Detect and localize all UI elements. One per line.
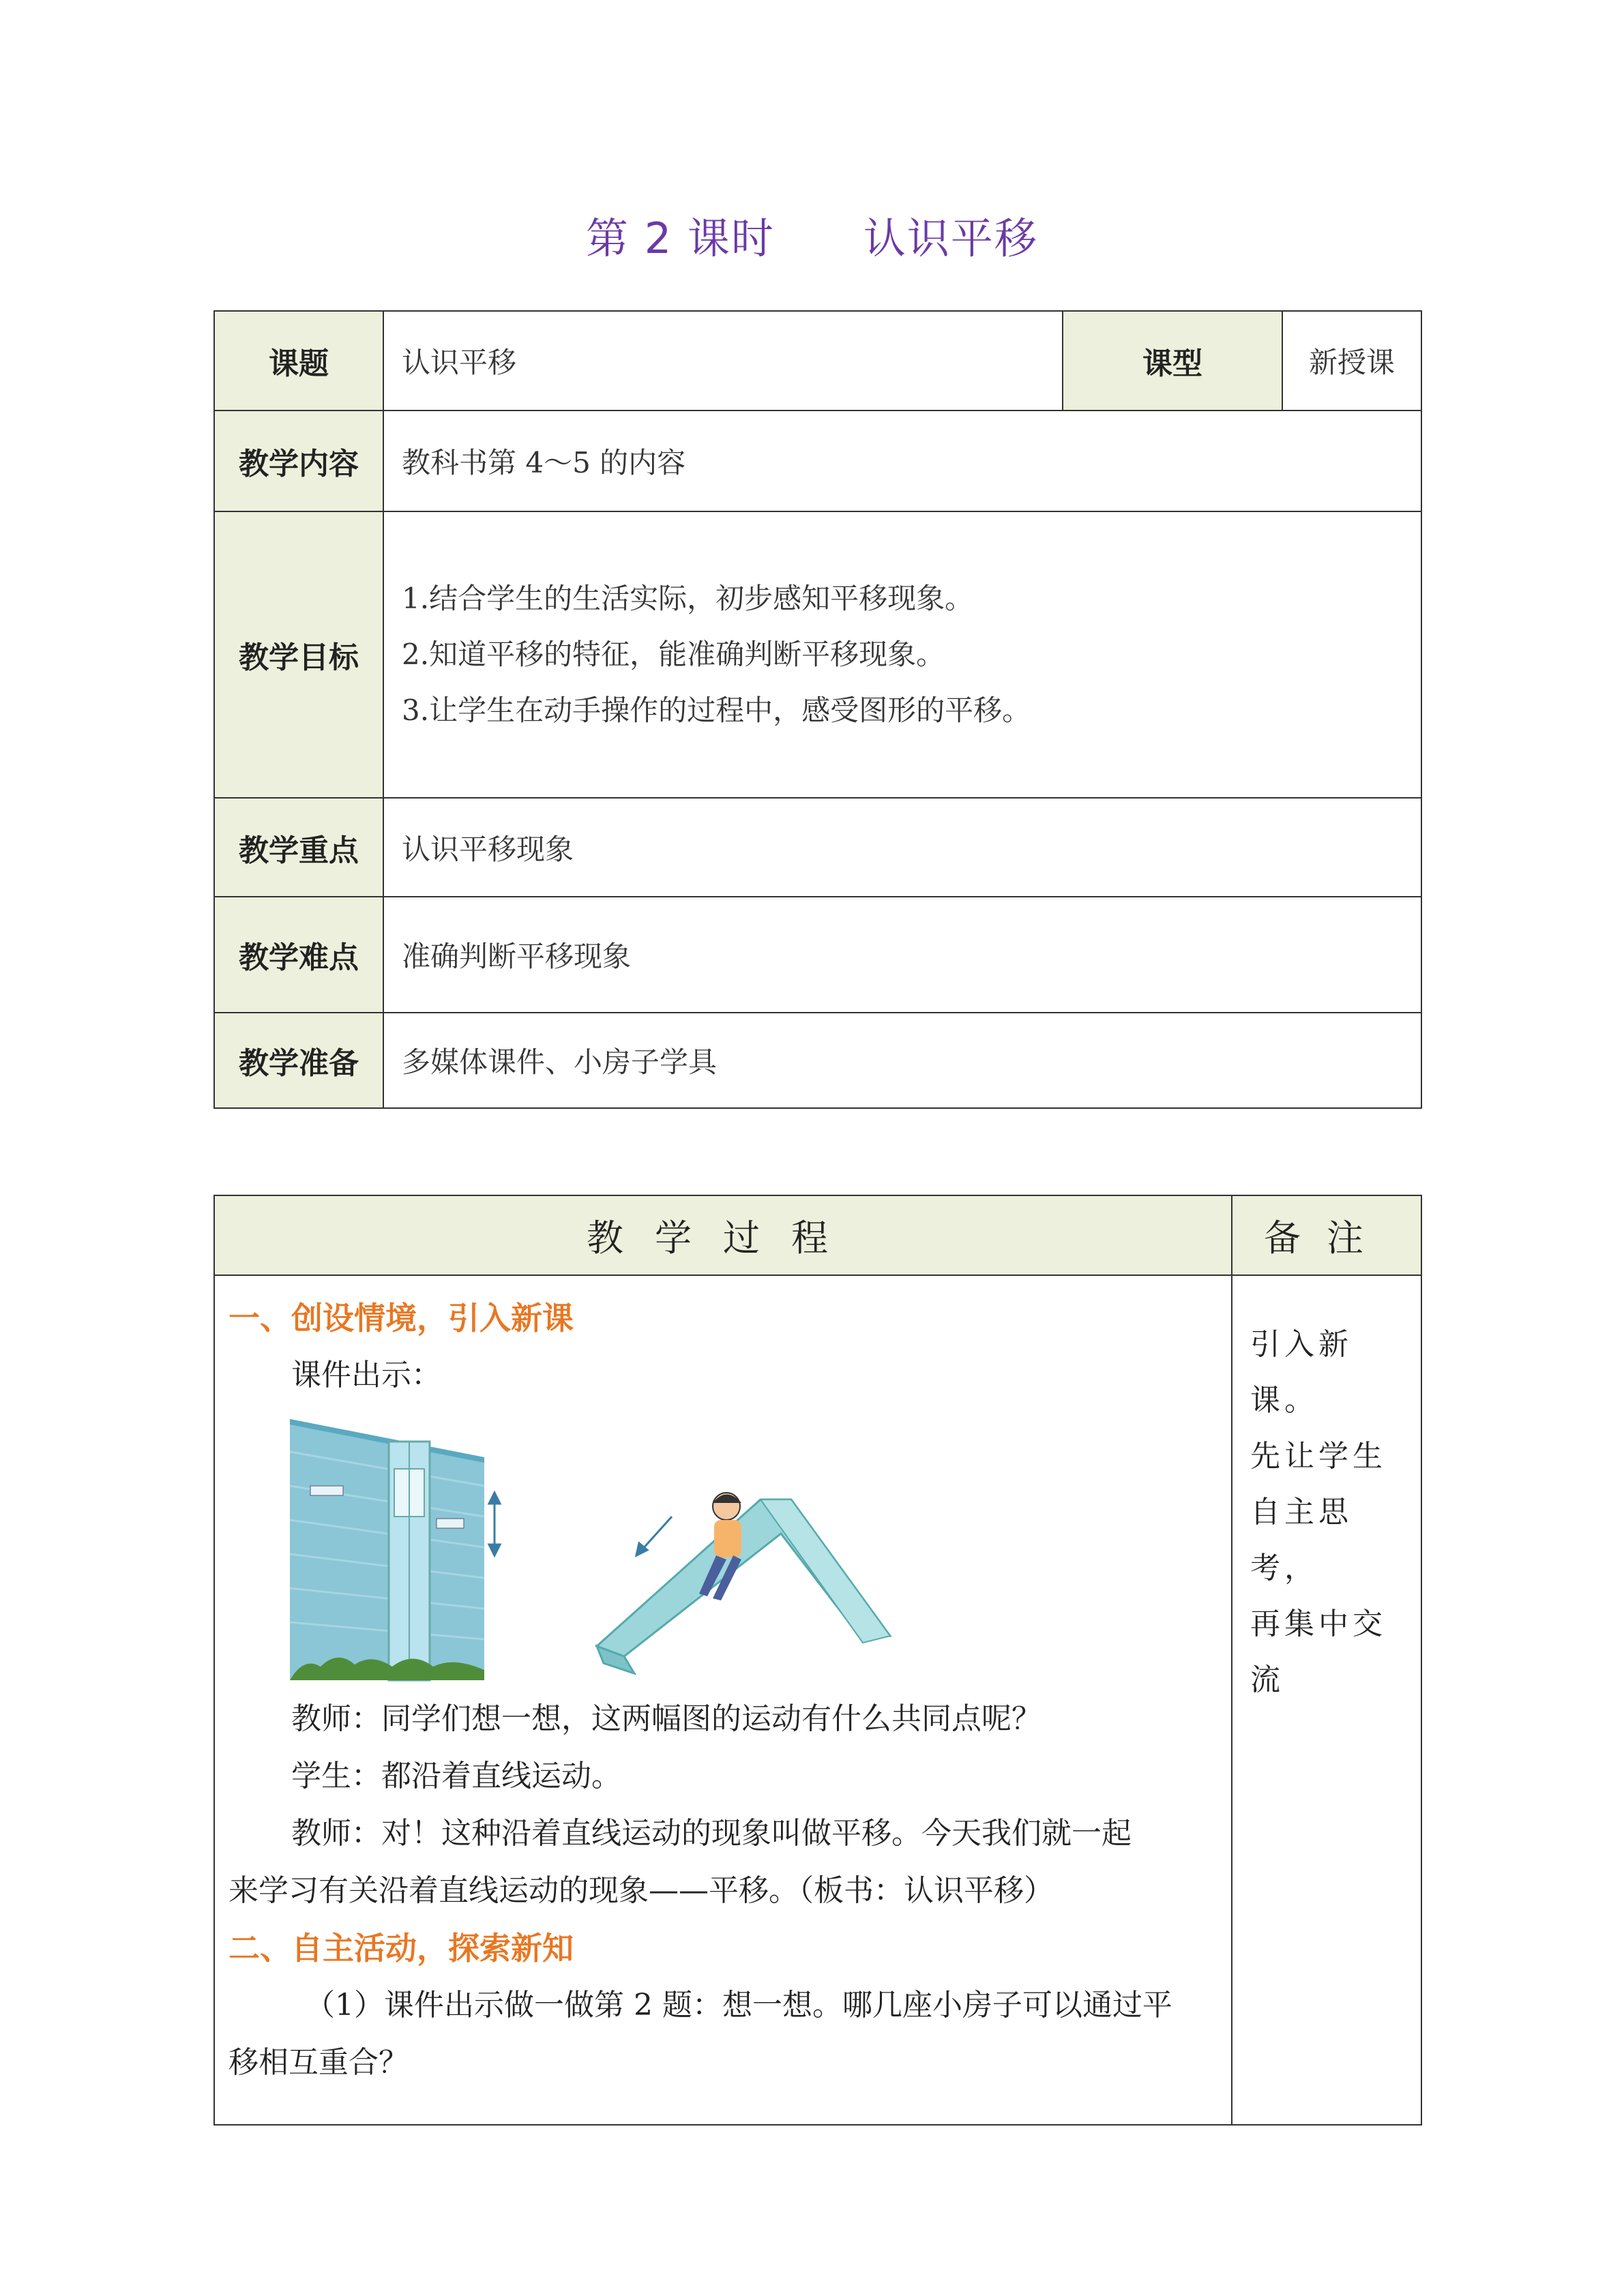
prep-value: 多媒体课件、小房子学具: [383, 1013, 1421, 1108]
lesson-info-table: [213, 310, 1422, 1109]
goals-list: [383, 511, 1421, 798]
up-down-arrow-icon: [489, 1493, 500, 1555]
note-line: 引入新课。: [1250, 1327, 1353, 1418]
diagonal-arrow-icon: [636, 1517, 672, 1555]
process-body: [214, 1275, 1232, 2125]
paragraph: （1）课件出示做一做第 2 题：想一想。哪几座小房子可以通过平: [305, 1988, 1172, 2023]
note-line: 再集中交: [1250, 1607, 1387, 1641]
process-header: 教学过程: [214, 1195, 1232, 1275]
content-label: 教学内容: [214, 411, 383, 511]
goals-label: 教学目标: [214, 511, 383, 798]
difficulty-label: 教学难点: [214, 897, 383, 1013]
note-line: 流: [1250, 1663, 1284, 1697]
paragraph: 教师：同学们想一想，这两幅图的运动有什么共同点呢？: [291, 1701, 1042, 1736]
key-value: 认识平移现象: [383, 798, 1421, 897]
difficulty-value: 准确判断平移现象: [383, 897, 1421, 1013]
paragraph: 移相互重合？: [228, 2045, 409, 2080]
illustration: [228, 1404, 1217, 1690]
notes-column: [1232, 1275, 1421, 2125]
child-icon: [699, 1493, 741, 1600]
topic-label: 课题: [214, 311, 383, 411]
goal-item: 1.结合学生的生活实际，初步感知平移现象。: [402, 582, 974, 615]
page-title: [0, 205, 1624, 265]
key-label: 教学重点: [214, 798, 383, 897]
type-value: 新授课: [1282, 311, 1421, 411]
section-2-title: 二、自主活动，探索新知: [228, 1930, 574, 1967]
paragraph: 来学习有关沿着直线运动的现象——平移。（板书：认识平移）: [228, 1873, 1054, 1908]
content-value: 教科书第 4～5 的内容: [383, 411, 1421, 511]
note-line: 自主思考，: [1250, 1495, 1353, 1585]
lesson-title: 认识平移: [863, 213, 1038, 263]
paragraph: 教师：对！这种沿着直线运动的现象叫做平移。今天我们就一起: [291, 1816, 1132, 1851]
paragraph: 学生：都沿着直线运动。: [291, 1759, 621, 1793]
paragraph: 课件出示：: [291, 1358, 441, 1392]
teaching-process-table: [213, 1195, 1422, 2126]
prep-label: 教学准备: [214, 1013, 383, 1108]
lesson-number: 第 2 课时: [586, 213, 775, 263]
section-1-title: 一、创设情境，引入新课: [228, 1300, 574, 1337]
note-line: 先让学生: [1250, 1439, 1387, 1474]
building-icon: [290, 1419, 484, 1680]
notes-header: 备注: [1232, 1195, 1421, 1275]
goal-item: 2.知道平移的特征，能准确判断平移现象。: [402, 638, 945, 671]
topic-value: 认识平移: [383, 311, 1063, 411]
goal-item: 3.让学生在动手操作的过程中，感受图形的平移。: [402, 694, 1031, 727]
type-label: 课型: [1063, 311, 1282, 411]
elevator-slide-illustration: [290, 1404, 972, 1690]
